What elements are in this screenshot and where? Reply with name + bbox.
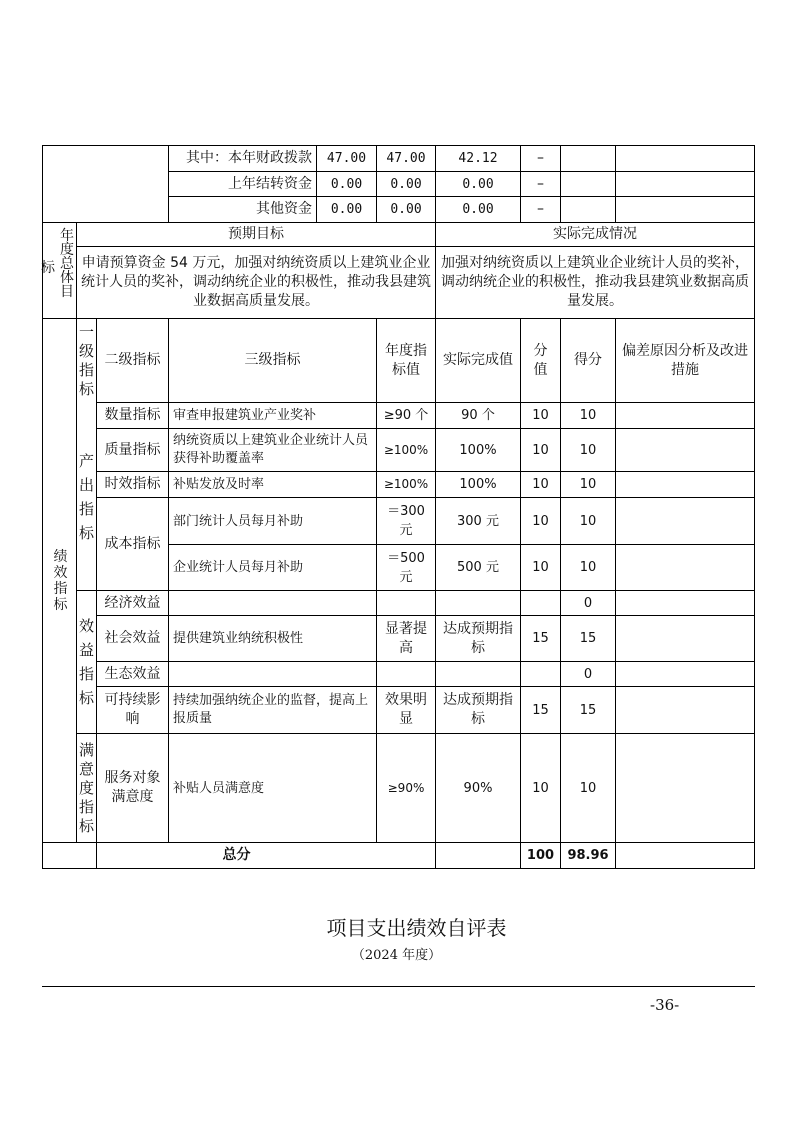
level3-cell: 持续加强纳统企业的监督，提高上报质量 xyxy=(173,693,369,726)
goal-side-char: 年 xyxy=(60,228,74,244)
score-cell: 10 xyxy=(579,442,597,458)
level2-cell: 经济效益 xyxy=(104,594,161,611)
level3-cell: 补贴人员满意度 xyxy=(173,780,265,796)
expected-goal-header: 预期目标 xyxy=(228,226,284,242)
indicator-group-label: 绩效指标 xyxy=(53,548,66,613)
level2-cell: 可持续影响 xyxy=(104,692,161,727)
score-cell: 10 xyxy=(579,513,597,529)
weight-cell: 15 xyxy=(532,631,549,646)
target-cell: ≥100% xyxy=(383,477,429,491)
page-number: -36- xyxy=(650,996,680,1014)
score-cell: 15 xyxy=(579,631,597,646)
level3-cell: 审查申报建筑业产业奖补 xyxy=(173,408,317,423)
goal-side-char: 体 xyxy=(60,270,74,286)
weight-cell: 10 xyxy=(532,560,549,575)
funding-actual: 0.00 xyxy=(462,202,494,217)
level2-cell: 服务对象满意度 xyxy=(104,770,161,805)
weight-cell: 10 xyxy=(532,780,549,796)
level2-cell: 生态效益 xyxy=(104,665,161,682)
level2-cell: 时效指标 xyxy=(104,476,161,492)
score-cell: 0 xyxy=(583,595,593,611)
level3-cell: 企业统计人员每月补助 xyxy=(173,560,304,575)
target-cell: 效果明显 xyxy=(385,692,427,727)
target-cell: ≥90% xyxy=(387,780,425,795)
next-table-year: （2024 年度） xyxy=(351,948,442,963)
funding-annual: 0.00 xyxy=(390,202,422,217)
score-cell: 10 xyxy=(579,780,597,796)
score-cell: 0 xyxy=(583,666,593,682)
funding-label: 其中：本年财政拨款 xyxy=(186,150,312,166)
weight-cell: 10 xyxy=(532,477,549,492)
level3-cell: 纳统资质以上建筑业企业统计人员获得补助覆盖率 xyxy=(173,433,369,466)
benefit-category: 效益指标 xyxy=(79,617,95,707)
score-cell: 10 xyxy=(579,560,597,575)
actual-goal-text: 加强对纳统资质以上建筑业企业统计人员的奖补，调动纳统企业的积极性，推动我县建筑业数据高质量发展。 xyxy=(441,255,749,309)
actual-cell: 90% xyxy=(463,780,493,796)
goal-side-char: 总 xyxy=(60,256,74,272)
funding-budget: 0.00 xyxy=(330,202,363,217)
actual-cell: 100% xyxy=(459,477,497,492)
actual-header: 实际完成值 xyxy=(443,352,513,368)
goal-side-char: 度 xyxy=(60,242,74,258)
funding-actual: 42.12 xyxy=(458,151,498,166)
funding-annual: 47.00 xyxy=(386,151,426,166)
output-category: 产出指标 xyxy=(79,451,95,542)
total-weight: 100 xyxy=(526,848,555,863)
funding-dash: – xyxy=(537,150,544,166)
actual-cell: 90 个 xyxy=(461,408,495,423)
target-cell: 显著提高 xyxy=(385,620,427,656)
total-score: 98.96 xyxy=(567,848,609,863)
goal-side-char: 标 xyxy=(41,260,55,276)
target-cell: ≥100% xyxy=(383,442,429,457)
expected-goal-text: 申请预算资金 54 万元，加强对纳统资质以上建筑业企业统计人员的奖补，调动纳统企业的积极性，推动我县建筑业数据高质量发展。 xyxy=(81,255,431,309)
weight-cell: 10 xyxy=(532,442,549,458)
score-header: 得分 xyxy=(574,352,602,368)
actual-cell: 300 元 xyxy=(457,513,499,529)
score-cell: 15 xyxy=(579,702,597,718)
actual-cell: 100% xyxy=(459,442,497,458)
next-table-title: 项目支出绩效自评表 xyxy=(326,916,507,940)
level2-cell: 社会效益 xyxy=(104,630,161,646)
level2-cell: 成本指标 xyxy=(104,535,161,552)
funding-actual: 0.00 xyxy=(462,176,494,192)
satisfaction-category: 满意度指标 xyxy=(79,740,95,835)
score-cell: 10 xyxy=(579,408,597,423)
footer-divider xyxy=(42,986,755,987)
level1-header: 一级指标 xyxy=(79,322,95,398)
target-header: 年度指标值 xyxy=(385,342,427,378)
weight-cell: 10 xyxy=(532,408,549,423)
level2-cell: 质量指标 xyxy=(104,441,161,458)
level3-cell: 提供建筑业纳统积极性 xyxy=(173,631,304,646)
total-label: 总分 xyxy=(222,847,251,863)
actual-cell: 500 元 xyxy=(457,560,499,575)
level3-cell: 补贴发放及时率 xyxy=(173,477,265,492)
funding-label: 上年结转资金 xyxy=(228,175,312,192)
goal-side-char: 目 xyxy=(60,284,74,300)
level3-header: 三级指标 xyxy=(244,352,301,368)
funding-annual: 0.00 xyxy=(390,176,422,192)
target-cell: ＝300 元 xyxy=(387,504,425,538)
actual-cell: 达成预期指标 xyxy=(443,620,513,656)
funding-dash: – xyxy=(537,201,544,217)
actual-cell: 达成预期指标 xyxy=(443,692,513,727)
target-cell: ＝500 元 xyxy=(387,550,425,585)
remarks-header: 偏差原因分析及改进措施 xyxy=(622,342,748,378)
funding-budget: 47.00 xyxy=(326,151,367,166)
weight-header: 分值 xyxy=(533,342,548,378)
funding-label: 其他资金 xyxy=(256,201,312,217)
weight-cell: 10 xyxy=(532,513,549,529)
level2-header: 二级指标 xyxy=(104,352,161,368)
target-cell: ≥90 个 xyxy=(383,408,429,423)
level3-cell: 部门统计人员每月补助 xyxy=(173,513,304,529)
funding-budget: 0.00 xyxy=(330,176,363,192)
weight-cell: 15 xyxy=(532,702,549,718)
level2-cell: 数量指标 xyxy=(104,407,161,423)
funding-dash: – xyxy=(537,175,544,192)
actual-goal-header: 实际完成情况 xyxy=(553,226,637,242)
score-cell: 10 xyxy=(579,477,597,492)
